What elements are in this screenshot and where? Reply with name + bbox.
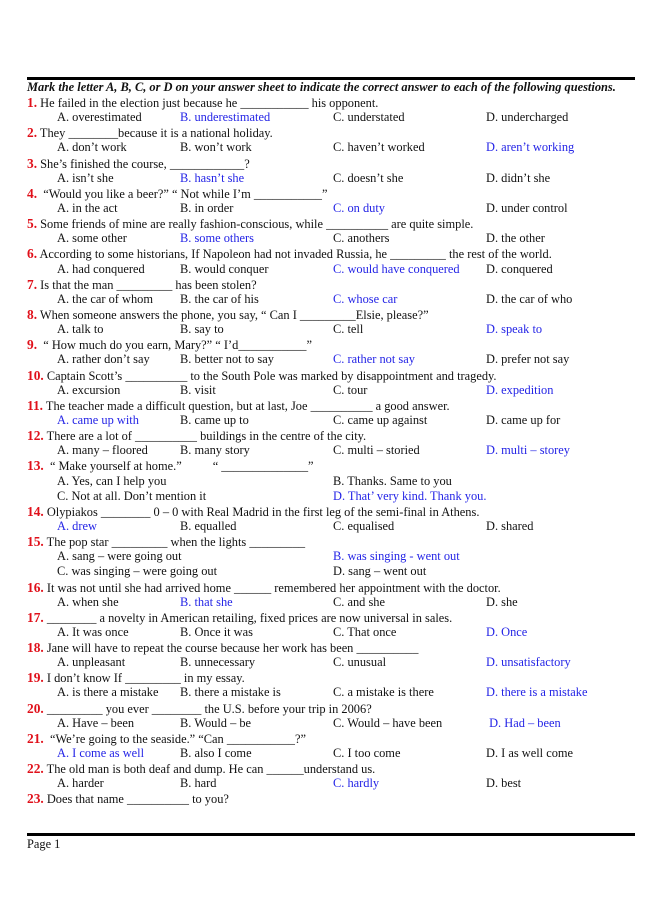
answer-option-c[interactable]: C. tour bbox=[333, 382, 368, 397]
question-5 bbox=[27, 216, 635, 246]
answer-option-b[interactable]: B. would conquer bbox=[180, 261, 269, 276]
answer-option-a[interactable]: A. came up with bbox=[57, 412, 139, 427]
question-text: She’s finished the course, ____________? bbox=[37, 156, 250, 171]
question-stem bbox=[27, 670, 635, 685]
question-number: 14. bbox=[27, 503, 44, 519]
answer-option-a[interactable]: A. isn’t she bbox=[57, 170, 114, 185]
answer-option-a[interactable]: A. is there a mistake bbox=[57, 685, 159, 700]
question-stem bbox=[27, 791, 635, 806]
options-row bbox=[27, 746, 635, 761]
answer-option-c[interactable]: C. came up against bbox=[333, 412, 428, 427]
question-stem bbox=[27, 398, 635, 413]
question-16 bbox=[27, 580, 635, 610]
options-row bbox=[27, 716, 635, 731]
question-stem bbox=[27, 337, 635, 352]
question-number: 6. bbox=[27, 246, 38, 262]
answer-option-c[interactable]: C. whose car bbox=[333, 291, 398, 306]
question-text: He failed in the election just because he ___________ his opponent. bbox=[37, 96, 379, 110]
answer-option-a[interactable]: A. talk to bbox=[57, 322, 104, 337]
question-number: 16. bbox=[27, 579, 44, 595]
answer-option-b[interactable]: B. visit bbox=[180, 382, 216, 397]
page-number: Page 1 bbox=[27, 837, 61, 851]
answer-option-a[interactable]: A. rather don’t say bbox=[57, 352, 150, 367]
question-number: 19. bbox=[27, 670, 44, 686]
options-row bbox=[27, 564, 635, 579]
question-number: 9. bbox=[27, 337, 38, 353]
answer-option-d[interactable]: D. Had – been bbox=[486, 715, 561, 730]
question-stem bbox=[27, 458, 635, 473]
question-9 bbox=[27, 337, 635, 367]
question-stem bbox=[27, 640, 635, 655]
answer-option-d[interactable]: D. prefer not say bbox=[486, 352, 570, 367]
question-stem bbox=[27, 610, 635, 625]
question-text: The teacher made a difficult question, but at last, Joe __________ a good answer. bbox=[43, 398, 450, 413]
answer-option-c[interactable]: C. unusual bbox=[333, 655, 387, 670]
question-10 bbox=[27, 368, 635, 398]
question-stem bbox=[27, 216, 635, 231]
answer-option-d[interactable]: D. didn’t she bbox=[486, 170, 551, 185]
question-number: 10. bbox=[27, 367, 44, 383]
options-row bbox=[27, 322, 635, 337]
answer-option-b[interactable]: B. hard bbox=[180, 776, 217, 791]
answer-option-d[interactable]: D. the car of who bbox=[486, 291, 573, 306]
answer-option-c[interactable]: C. haven’t worked bbox=[333, 140, 425, 155]
question-stem bbox=[27, 125, 635, 140]
question-text: “We’re going to the seaside.” “Can ___________?” bbox=[43, 731, 306, 746]
answer-option-a[interactable]: A. I come as well bbox=[57, 746, 145, 761]
question-number: 5. bbox=[27, 216, 38, 232]
answer-option-b[interactable]: B. came up to bbox=[180, 412, 249, 427]
answer-option-c[interactable]: C. rather not say bbox=[333, 352, 415, 367]
question-14 bbox=[27, 504, 635, 534]
question-19 bbox=[27, 670, 635, 700]
question-text: I don’t know If _________ in my essay. bbox=[43, 671, 245, 686]
question-stem bbox=[27, 277, 635, 292]
answer-option-c[interactable]: C. I too come bbox=[333, 746, 401, 761]
options-row bbox=[27, 383, 635, 398]
question-text: Does that name __________ to you? bbox=[43, 792, 229, 807]
answer-option-c[interactable]: C. Would – have been bbox=[333, 715, 443, 730]
answer-option-b[interactable]: B. some others bbox=[180, 231, 254, 246]
answer-option-c[interactable]: C. anothers bbox=[333, 231, 390, 246]
answer-option-b[interactable]: B. there a mistake is bbox=[180, 685, 281, 700]
options-row bbox=[27, 549, 635, 564]
answer-option-c[interactable]: C. and she bbox=[333, 594, 385, 609]
question-13 bbox=[27, 458, 635, 503]
answer-option-d[interactable]: D. expedition bbox=[486, 382, 554, 397]
answer-option-a[interactable]: A. overestimated bbox=[57, 110, 142, 125]
question-text: They ________because it is a national holiday. bbox=[37, 126, 273, 141]
answer-option-c[interactable]: C. tell bbox=[333, 322, 364, 337]
answer-option-b[interactable]: B. hasn’t she bbox=[180, 170, 245, 185]
question-stem bbox=[27, 95, 635, 110]
question-4 bbox=[27, 186, 635, 216]
question-12 bbox=[27, 428, 635, 458]
question-text: Is that the man _________ has been stolen? bbox=[37, 277, 257, 292]
answer-option-b[interactable]: B. Would – be bbox=[180, 715, 252, 730]
question-text: The old man is both deaf and dump. He can ______understand us. bbox=[43, 762, 376, 777]
answer-option-a[interactable]: A. when she bbox=[57, 594, 119, 609]
options-row bbox=[27, 171, 635, 186]
question-text: ________ a novelty in American retailing, fixed prices are now universal in sales. bbox=[43, 610, 453, 625]
options-row bbox=[27, 685, 635, 700]
answer-option-c[interactable]: C. was singing – were going out bbox=[57, 564, 218, 579]
question-number: 4. bbox=[27, 185, 38, 201]
answer-option-d[interactable]: D. sang – went out bbox=[333, 564, 427, 579]
question-stem bbox=[27, 428, 635, 443]
answer-option-d[interactable]: D. there is a mistake bbox=[486, 685, 588, 700]
answer-option-b[interactable]: B. Thanks. Same to you bbox=[333, 473, 452, 488]
answer-option-b[interactable]: B. many story bbox=[180, 443, 250, 458]
answer-option-b[interactable]: B. was singing - went out bbox=[333, 549, 460, 564]
answer-option-b[interactable]: B. Once it was bbox=[180, 624, 253, 639]
question-text: It was not until she had arrived home ______ remembered her appointment with the doctor. bbox=[43, 580, 501, 595]
answer-option-d[interactable]: D. she bbox=[486, 594, 518, 609]
question-1 bbox=[27, 95, 635, 125]
options-row bbox=[27, 140, 635, 155]
question-stem bbox=[27, 186, 635, 201]
answer-option-b[interactable]: B. that she bbox=[180, 594, 233, 609]
options-row bbox=[27, 352, 635, 367]
answer-option-b[interactable]: B. the car of his bbox=[180, 291, 259, 306]
question-number: 20. bbox=[27, 700, 44, 716]
question-text: “ Make yourself at home.” “ ______________” bbox=[43, 459, 314, 474]
answer-option-b[interactable]: B. equalled bbox=[180, 518, 237, 533]
question-stem bbox=[27, 731, 635, 746]
question-7 bbox=[27, 277, 635, 307]
answer-option-d[interactable]: D. multi – storey bbox=[486, 443, 570, 458]
question-list bbox=[27, 95, 635, 807]
question-number: 22. bbox=[27, 761, 44, 777]
question-number: 23. bbox=[27, 791, 44, 807]
answer-option-b[interactable]: B. say to bbox=[180, 322, 224, 337]
answer-option-a[interactable]: A. had conquered bbox=[57, 261, 145, 276]
answer-option-c[interactable]: C. on duty bbox=[333, 200, 385, 215]
instructions: Mark the letter A, B, C, or D on your answer sheet to indicate the correct answer to each of the following questions. bbox=[27, 80, 616, 94]
question-sheet bbox=[27, 80, 635, 807]
question-stem bbox=[27, 504, 635, 519]
answer-option-d[interactable]: D. best bbox=[486, 776, 522, 791]
answer-option-c[interactable]: C. doesn’t she bbox=[333, 170, 404, 185]
answer-option-b[interactable]: B. better not to say bbox=[180, 352, 274, 367]
question-number: 18. bbox=[27, 640, 44, 656]
answer-option-a[interactable]: A. sang – were going out bbox=[57, 549, 182, 564]
question-17 bbox=[27, 610, 635, 640]
question-text: The pop star _________ when the lights _________ bbox=[43, 535, 306, 550]
question-23 bbox=[27, 791, 635, 806]
answer-option-a[interactable]: A. It was once bbox=[57, 624, 129, 639]
answer-option-a[interactable]: A. in the act bbox=[57, 200, 118, 215]
options-row bbox=[27, 110, 635, 125]
answer-option-b[interactable]: B. underestimated bbox=[180, 110, 271, 125]
question-text: Jane will have to repeat the course because her work has been __________ bbox=[43, 641, 419, 656]
answer-option-d[interactable]: D. That’ very kind. Thank you. bbox=[333, 488, 487, 503]
answer-option-d[interactable]: D. under control bbox=[486, 200, 568, 215]
options-row bbox=[27, 625, 635, 640]
question-stem bbox=[27, 246, 635, 261]
question-number: 7. bbox=[27, 276, 38, 292]
question-number: 17. bbox=[27, 609, 44, 625]
question-text: There are a lot of __________ buildings in the centre of the city. bbox=[43, 429, 367, 444]
options-row bbox=[27, 655, 635, 670]
answer-option-a[interactable]: A. the car of whom bbox=[57, 291, 153, 306]
answer-option-d[interactable]: D. came up for bbox=[486, 412, 561, 427]
answer-option-d[interactable]: D. I as well come bbox=[486, 746, 574, 761]
answer-option-d[interactable]: D. aren’t working bbox=[486, 140, 575, 155]
question-text: According to some historians, If Napoleon had not invaded Russia, he _________ the rest of the world. bbox=[37, 247, 552, 262]
question-text: When someone answers the phone, you say, “ Can I _________Elsie, please?” bbox=[37, 307, 429, 322]
answer-option-a[interactable]: A. Yes, can I help you bbox=[57, 473, 167, 488]
answer-option-d[interactable]: D. unsatisfactory bbox=[486, 655, 571, 670]
question-stem bbox=[27, 701, 635, 716]
question-number: 11. bbox=[27, 397, 43, 413]
question-3 bbox=[27, 156, 635, 186]
question-text: “Would you like a beer?” “ Not while I’m ___________” bbox=[37, 186, 328, 201]
question-15 bbox=[27, 534, 635, 579]
question-stem bbox=[27, 156, 635, 171]
answer-option-c[interactable]: C. understated bbox=[333, 110, 405, 125]
answer-option-b[interactable]: B. unnecessary bbox=[180, 655, 256, 670]
answer-option-a[interactable]: A. excursion bbox=[57, 382, 121, 397]
answer-option-b[interactable]: B. won’t work bbox=[180, 140, 252, 155]
answer-option-d[interactable]: D. undercharged bbox=[486, 110, 569, 125]
options-row bbox=[27, 776, 635, 791]
question-number: 21. bbox=[27, 730, 44, 746]
question-22 bbox=[27, 761, 635, 791]
question-number: 12. bbox=[27, 428, 44, 444]
options-row bbox=[27, 489, 635, 504]
options-row bbox=[27, 595, 635, 610]
question-11 bbox=[27, 398, 635, 428]
question-number: 8. bbox=[27, 306, 38, 322]
question-number: 15. bbox=[27, 534, 44, 550]
answer-option-a[interactable]: A. many – floored bbox=[57, 443, 148, 458]
options-row bbox=[27, 474, 635, 489]
options-row bbox=[27, 201, 635, 216]
answer-option-b[interactable]: B. also I come bbox=[180, 746, 252, 761]
answer-option-c[interactable]: C. Not at all. Don’t mention it bbox=[57, 488, 207, 503]
options-row bbox=[27, 443, 635, 458]
answer-option-c[interactable]: C. equalised bbox=[333, 518, 395, 533]
answer-option-c[interactable]: C. would have conquered bbox=[333, 261, 460, 276]
question-8 bbox=[27, 307, 635, 337]
question-21 bbox=[27, 731, 635, 761]
answer-option-a[interactable]: A. some other bbox=[57, 231, 127, 246]
answer-option-a[interactable]: A. drew bbox=[57, 518, 97, 533]
question-stem bbox=[27, 307, 635, 322]
options-row bbox=[27, 262, 635, 277]
question-number: 3. bbox=[27, 155, 38, 171]
answer-option-c[interactable]: C. hardly bbox=[333, 776, 380, 791]
answer-option-d[interactable]: D. Once bbox=[486, 624, 528, 639]
question-text: _________ you ever ________ the U.S. before your trip in 2006? bbox=[43, 701, 372, 716]
question-20 bbox=[27, 701, 635, 731]
question-18 bbox=[27, 640, 635, 670]
answer-option-a[interactable]: A. don’t work bbox=[57, 140, 127, 155]
question-number: 13. bbox=[27, 458, 44, 474]
answer-option-c[interactable]: C. That once bbox=[333, 624, 397, 639]
question-text: Some friends of mine are really fashion-conscious, while __________ are quite simple. bbox=[37, 217, 474, 232]
answer-option-a[interactable]: A. harder bbox=[57, 776, 104, 791]
options-row bbox=[27, 231, 635, 246]
question-stem bbox=[27, 761, 635, 776]
question-number: 2. bbox=[27, 125, 38, 141]
question-text: Olypiakos ________ 0 – 0 with Real Madrid in the first leg of the semi-final in Athens. bbox=[43, 504, 480, 519]
question-stem bbox=[27, 534, 635, 549]
question-text: Captain Scott’s __________ to the South Pole was marked by disappointment and tragedy. bbox=[43, 368, 497, 383]
answer-option-a[interactable]: A. Have – been bbox=[57, 715, 135, 730]
answer-option-b[interactable]: B. in order bbox=[180, 200, 234, 215]
question-6 bbox=[27, 246, 635, 276]
answer-option-d[interactable]: D. speak to bbox=[486, 322, 543, 337]
options-row bbox=[27, 519, 635, 534]
answer-option-c[interactable]: C. multi – storied bbox=[333, 443, 420, 458]
answer-option-d[interactable]: D. shared bbox=[486, 518, 534, 533]
question-text: “ How much do you earn, Mary?” “ I’d___________” bbox=[37, 338, 312, 353]
question-stem bbox=[27, 580, 635, 595]
bottom-rule bbox=[27, 833, 635, 836]
answer-option-a[interactable]: A. unpleasant bbox=[57, 655, 126, 670]
answer-option-d[interactable]: D. conquered bbox=[486, 261, 553, 276]
question-stem bbox=[27, 368, 635, 383]
answer-option-c[interactable]: C. a mistake is there bbox=[333, 685, 434, 700]
question-2 bbox=[27, 125, 635, 155]
answer-option-d[interactable]: D. the other bbox=[486, 231, 545, 246]
options-row bbox=[27, 292, 635, 307]
options-row bbox=[27, 413, 635, 428]
question-number: 1. bbox=[27, 95, 38, 110]
